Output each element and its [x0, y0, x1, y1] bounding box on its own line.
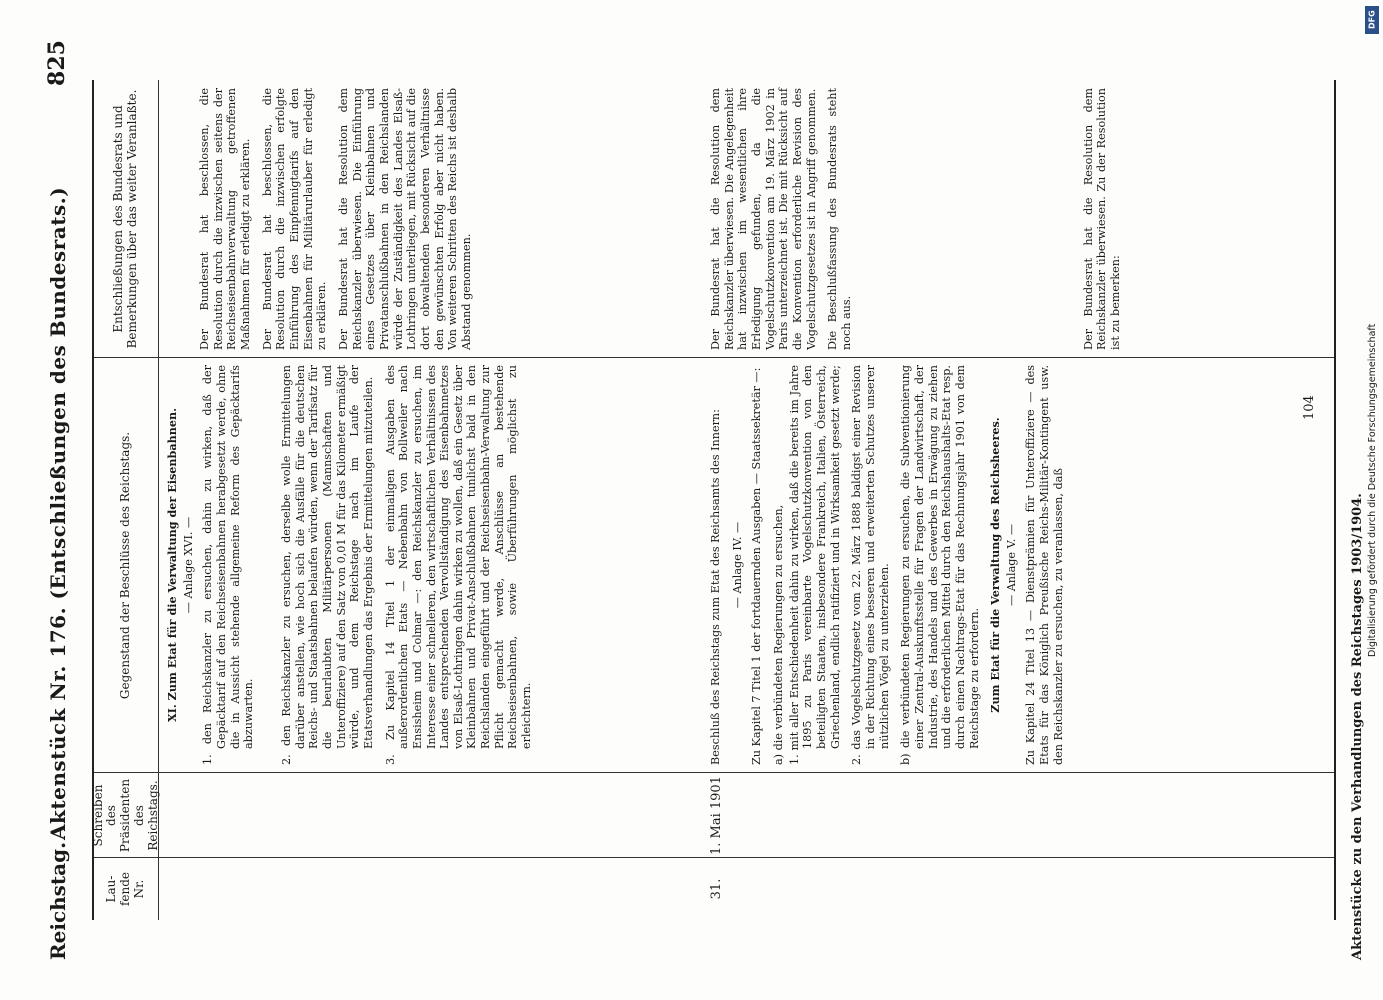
header-title: Aktenstück Nr. 176. (Entschließungen des Bundesrats.) — [46, 186, 70, 840]
section-xi-title: XI. Zum Etat für die Verwaltung der Eisenbahnen. — [165, 407, 179, 723]
entschliessung-2: Der Bundesrat hat beschlossen, die Resolution durch die inzwischen erfolgte Einführung des Einpfennigtarifs auf den Eisenbahnen für Militärurlauber für erledigt zu erklären. — [260, 88, 329, 350]
section-xi — [164, 365, 542, 765]
footer-number: 104 — [1302, 395, 1317, 420]
section-xi-entschliessungen — [198, 88, 481, 350]
entschliessung-1: Der Bundesrat hat beschlossen, die Resolution durch die inzwischen seitens der Reichseisenbahnverwaltung getroffenen Maßnahmen für erledigt zu erklären. — [198, 88, 252, 350]
heer-anlage: — Anlage V. — — [1004, 523, 1018, 607]
entry-31-b: b) die verbündeten Regierungen zu ersuchen, die Subventionierung einer Zentral-Auskunftsstelle für Fragen der Landwirtschaft, der Industrie, des Handels und des Gewerbes in Erwägung zu ziehen und die erforderlichen Mittel durch den Reichshaushalts-Etat resp. durch einen Nachtrags-Etat für das Rechnungsjahr 1901 von dem Reichstage zu erfordern. — [899, 365, 981, 765]
heer-text: Zu Kapitel 24 Titel 13 — Dienstprämien für Unteroffiziere — des Etats für das Königlich Preußische Reichs-Militär-Kontingent usw. den Reichskanzler zu ersuchen, zu veranlassen, daß — [1024, 365, 1065, 765]
entschliessung-3: Der Bundesrat hat die Resolution dem Reichskanzler überwiesen. Die Einführung eines Gesetzes über Kleinbahnen und Privatanschlußbahnen in den Reichslanden würde der Zuständigkeit des Landes Elsaß-Lothringen unterliegen, mit Rücksicht auf die dort obwaltenden besonderen Verhältnisse den gewünschten Erfolg aber nicht haben. Von weiteren Schritten des Reichs ist deshalb Abstand genommen. — [336, 88, 473, 350]
section-xi-anlage: — Anlage XVI. — — [181, 516, 195, 614]
entschliessung-b: Die Beschlußfassung des Bundesrats steht noch aus. — [826, 88, 853, 350]
header-gegenstand: Gegenstand der Beschlüsse des Reichstags. — [118, 431, 133, 700]
entry-31-entschliessungen — [709, 88, 1131, 350]
digitization-note-text: Digitalisierung gefördert durch die Deutsche Forschungsgemeinschaft — [1367, 323, 1378, 657]
page-number: 825 — [44, 40, 70, 86]
section-xi-item-3: 3. Zu Kapitel 14 Titel 1 der einmaligen Ausgaben des außerordentlichen Etats — Nebenbahn von Bollweiler nach Ensisheim und Colmar —: den Reichskanzler zu ersuchen, im Interesse einer schnelleren, den wirtschaftlichen Verhältnissen des Landes entsprechenden Vervollständigung des Eisenbahnnetzes von Elsaß-Lothringen dahin wirken zu wollen, daß ein Gesetz über Kleinbahnen und Privat-Anschlußbahnen tunlichst bald in den Reichslanden eingeführt und der Reichseisenbahn-Verwaltung zur Pflicht gemacht werde, Anschlüsse an bestehende Reichseisenbahnen, sowie Überführungen möglichst zu erleichtern. — [383, 365, 534, 765]
header-schreiben: Schreiben des Präsidenten des Reichstags. — [90, 778, 160, 853]
entry-31-a1: 1. mit aller Entschiedenheit dahin zu wirken, daß die bereits im Jahre 1895 zu Paris vereinbarte Vogelschutzkonvention von den beteiligten Staaten, insbesondere Frankreich, Italien, Österreich, Griechenland, endlich ratifiziert und in Wirksamkeit gesetzt werde; — [787, 365, 842, 765]
entry-31-a2: 2. das Vogelschutzgesetz vom 22. März 1888 baldigst einer Revision in der Richtung eines besseren und erweiterten Schutzes unserer nützlichen Vögel zu unterziehen. — [850, 365, 891, 765]
digitization-note — [1367, 40, 1383, 940]
entry-31-a: a) die verbündeten Regierungen zu ersuchen, — [771, 504, 785, 765]
page-footer — [1302, 40, 1365, 960]
entry-31-gegenstand — [709, 365, 1073, 765]
dfg-logo: DFG — [1365, 6, 1379, 34]
entschliessung-a: Der Bundesrat hat die Resolution dem Reichskanzler überwiesen. Die Angelegenheit hat inzwischen im wesentlichen ihre Erledigung gefunden, da die Vogelschutzkonvention am 19. März 1902 in Paris unterzeichnet ist. Die mit Rücksicht auf die Konvention erforderliche Revision des Vogelschutzgesetzes ist in Angriff genommen. — [709, 88, 818, 350]
resolution-table — [92, 80, 1336, 920]
entry-31-nr: 31. — [709, 878, 724, 900]
header-nr: Lau-fende Nr. — [104, 871, 146, 907]
entry-31-title: Beschluß des Reichstags zum Etat des Reichsamts des Innern: — [709, 409, 722, 765]
entry-31-anlage: — Anlage IV. — — [730, 521, 744, 609]
header-left: Reichstag. — [46, 841, 70, 960]
entry-31-datum: 1. Mai 1901 — [709, 776, 724, 855]
table-body — [164, 80, 1334, 920]
entry-31-kapitel: Zu Kapitel 7 Titel 1 der fortdauernden Ausgaben — Staatssekretär —: — [750, 367, 764, 765]
header-entschliessung: Entschließungen des Bundesrats und Bemerkungen über das weiter Veranlaßte. — [111, 89, 139, 349]
page-header — [40, 40, 76, 960]
heer-title: Zum Etat für die Verwaltung des Reichsheeres. — [988, 417, 1003, 713]
section-xi-item-1: 1. den Reichskanzler zu ersuchen, dahin zu wirken, daß der Gepäcktarif auf den Reichseisenbahnen herabgesetzt werde, ohne die in Aussicht stehende allgemeine Reform des Gepäcktarifs abzuwarten. — [201, 365, 256, 765]
footer-text: Aktenstücke zu den Verhandlungen des Reichstages 1903/1904. — [1350, 493, 1365, 960]
table-header — [90, 80, 160, 920]
section-xi-item-2: 2. den Reichskanzler zu ersuchen, derselbe wolle Ermittelungen darüber anstellen, wie hoch sich die Ausfälle für die deutschen Reichs- und Staatsbahnen belaufen würden, wenn der Tarifsatz für die beurlaubten Militärpersonen (Mannschaften und Unteroffiziere) auf den Satz von 0,01 M für das Kilometer ermäßigt würde, und dem Reichstage nach im Laufe der Etatsverhandlungen das Ergebnis der Ermittelungen mitzuteilen. — [279, 365, 375, 765]
entschliessung-heer: Der Bundesrat hat die Resolution dem Reichskanzler überwiesen. Zu der Resolution ist zu bemerken: — [1081, 88, 1122, 350]
